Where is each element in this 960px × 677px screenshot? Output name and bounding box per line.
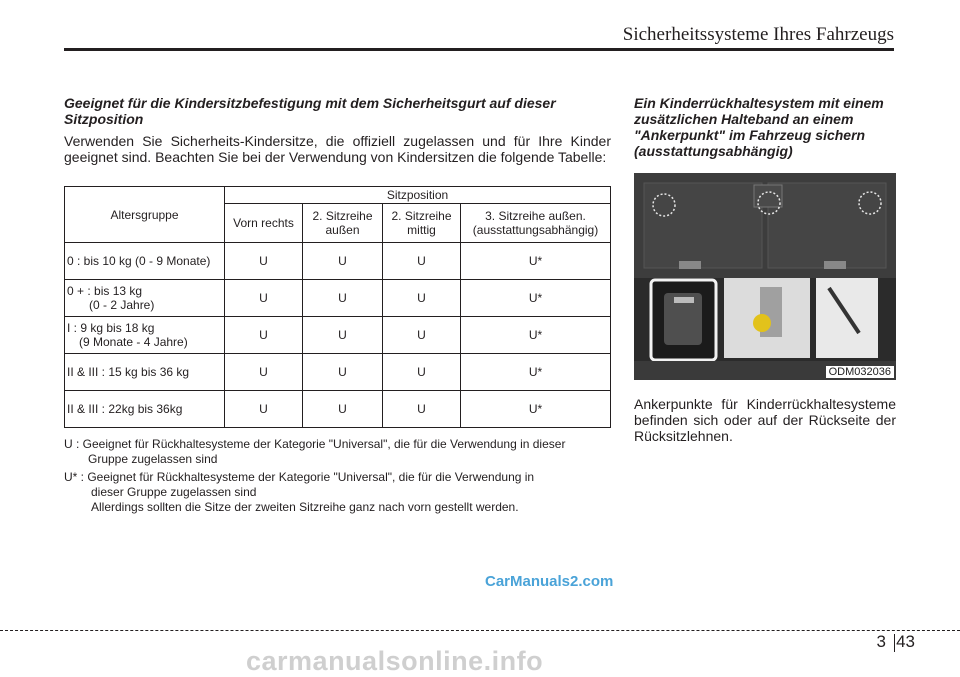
table-row: [65, 391, 611, 428]
site-watermark: carmanualsonline.info: [246, 646, 544, 676]
group-sublabel: (0 - 2 Jahre): [89, 298, 155, 312]
value-cell: U: [225, 243, 303, 280]
table-row: [65, 354, 611, 391]
group-label: I : 9 kg bis 18 kg: [67, 321, 155, 335]
table-row: [65, 243, 611, 280]
group-sublabel: (9 Monate - 4 Jahre): [79, 335, 188, 349]
note-ustar-line: U* : Geeignet für Rückhaltesysteme der Kategorie "Universal", die für die Verwendung in: [64, 470, 535, 484]
header-sitzposition: Sitzposition: [225, 187, 611, 204]
car-interior-image: [634, 173, 896, 380]
watermark-link[interactable]: CarManuals2.com: [485, 573, 614, 590]
page-header-title: Sicherheitssysteme Ihres Fahrzeugs: [622, 24, 894, 45]
anchor-paragraph: Ankerpunkte für Kinderrückhaltesysteme befinden sich oder auf der Rückseite der Rücksitzlehnen.: [634, 396, 896, 444]
seat-position-table: [64, 186, 611, 428]
table-notes: [64, 437, 619, 515]
value-cell: U: [225, 280, 303, 317]
value-cell: U: [225, 354, 303, 391]
note-u-line: U : Geeignet für Rückhaltesysteme der Kategorie "Universal", die für die Verwendung in dieser: [64, 437, 566, 451]
header-altersgruppe: Altersgruppe: [65, 187, 225, 243]
table-row: [65, 280, 611, 317]
value-cell: U: [303, 354, 383, 391]
subheader-2-reihe-mittig: 2. Sitzreihe mittig: [383, 204, 461, 243]
value-cell: U: [303, 280, 383, 317]
value-cell: U*: [461, 243, 611, 280]
value-cell: U*: [461, 354, 611, 391]
group-cell: [65, 354, 225, 391]
group-cell: [65, 243, 225, 280]
value-cell: U: [303, 243, 383, 280]
note-ustar-line: dieser Gruppe zugelassen sind: [91, 485, 257, 499]
value-cell: U: [225, 317, 303, 354]
footer-rule: [0, 630, 960, 631]
value-cell: U: [383, 243, 461, 280]
section-number: 3: [876, 632, 886, 651]
intro-paragraph: Verwenden Sie Sicherheits-Kindersitze, die offiziell zugelassen und für Ihre Kinder geeignet sind. Beachten Sie bei der Verwendung von Kindersitzen die folgende Tabelle:: [64, 133, 611, 165]
subheader-vorn-rechts: Vorn rechts: [225, 204, 303, 243]
group-label: II & III : 15 kg bis 36 kg: [67, 365, 190, 379]
value-cell: U: [383, 354, 461, 391]
page-number-divider: [894, 634, 895, 652]
group-label: 0 + : bis 13 kg: [67, 284, 143, 298]
value-cell: U: [383, 317, 461, 354]
value-cell: U: [303, 391, 383, 428]
group-label: 0 : bis 10 kg (0 - 9 Monate): [67, 254, 211, 268]
page-number: 43: [896, 632, 915, 651]
note-ustar-line: Allerdings sollten die Sitze der zweiten Sitzreihe ganz nach vorn gestellt werden.: [91, 500, 519, 514]
subheader-2-reihe-aussen: 2. Sitzreihe außen: [303, 204, 383, 243]
group-cell: [65, 317, 225, 354]
anchor-heading: Ein Kinderrückhaltesystem mit einem zusätzlichen Halteband an einem "Ankerpunkt" im Fahrzeug sichern (ausstattungsabhängig): [634, 95, 884, 159]
group-cell: [65, 280, 225, 317]
value-cell: U*: [461, 391, 611, 428]
subheader-3-reihe-aussen: 3. Sitzreihe außen. (ausstattungsabhängig): [461, 204, 611, 243]
value-cell: U: [225, 391, 303, 428]
note-u-line: Gruppe zugelassen sind: [88, 452, 218, 466]
anchor-photo: [634, 173, 896, 380]
value-cell: U: [383, 391, 461, 428]
photo-code: ODM032036: [826, 366, 894, 378]
header-rule: [64, 48, 894, 51]
group-cell: [65, 391, 225, 428]
value-cell: U*: [461, 280, 611, 317]
table-row: [65, 317, 611, 354]
section-heading: Geeignet für die Kindersitzbefestigung mit dem Sicherheitsgurt auf dieser Sitzposition: [64, 95, 556, 127]
value-cell: U*: [461, 317, 611, 354]
value-cell: U: [383, 280, 461, 317]
value-cell: U: [303, 317, 383, 354]
group-label: II & III : 22kg bis 36kg: [67, 402, 183, 416]
